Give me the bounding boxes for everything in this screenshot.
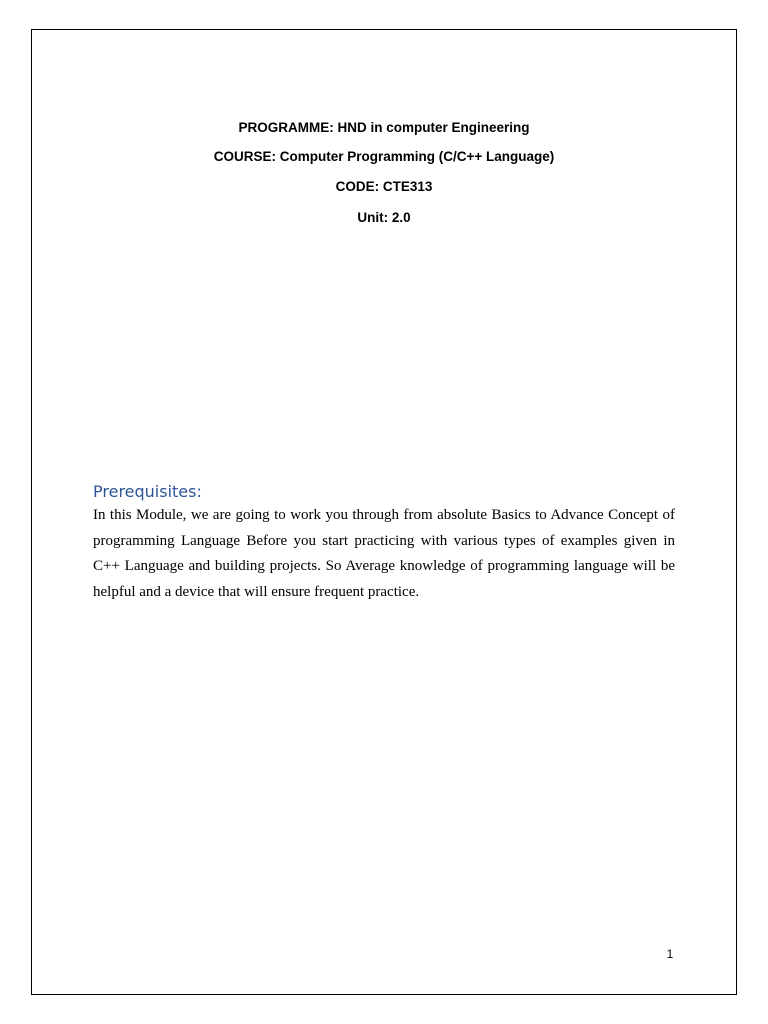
course-title: COURSE: Computer Programming (C/C++ Language) [213, 149, 555, 164]
course-unit: Unit: 2.0 [357, 210, 411, 225]
course-code: CODE: CTE313 [335, 179, 433, 194]
prerequisites-paragraph: In this Module, we are going to work you through from absolute Basics to Advance Concept of programming Language Before you start practicing with various types of examples given in C++ Language and building projects. So Average knowledge of programming language will be helpful and a device that will ensure frequent practice. [93, 507, 675, 600]
programme-title: PROGRAMME: HND in computer Engineering [238, 120, 530, 135]
page-number: 1 [666, 947, 674, 961]
prerequisites-heading: Prerequisites: [93, 482, 202, 501]
